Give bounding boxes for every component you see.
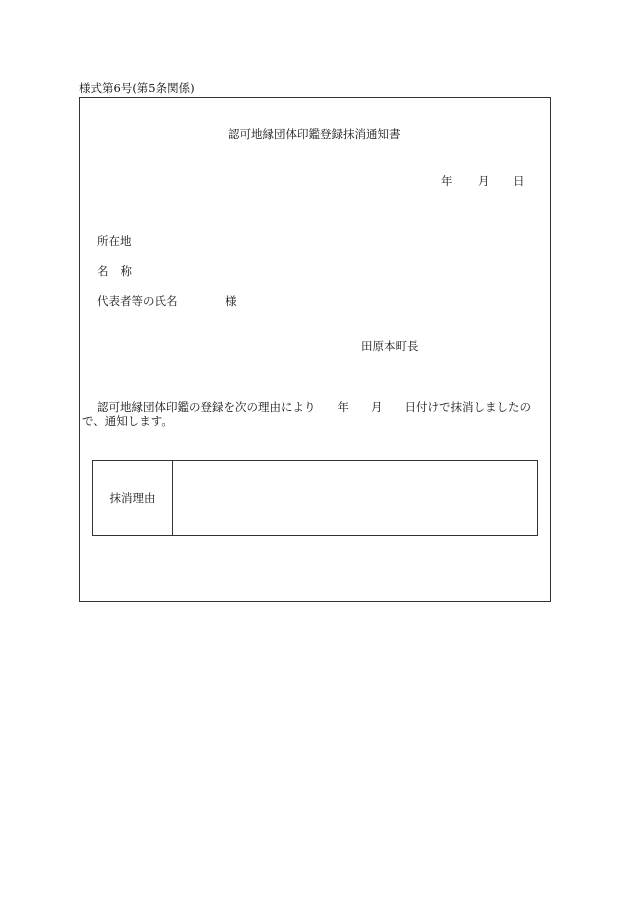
representative-name-label: 代表者等の氏名: [97, 294, 178, 308]
body-text-part2: 日付けで抹消しましたの: [404, 400, 531, 414]
body-text-line2: で、通知します。: [82, 414, 173, 428]
issuer-label: 田原本町長: [361, 339, 419, 353]
reason-value-cell[interactable]: [173, 461, 537, 535]
date-day-label: 日: [513, 174, 525, 188]
reason-label: 抹消理由: [109, 491, 156, 505]
address-label: 所在地: [97, 234, 132, 248]
honorific-label: 様: [225, 294, 237, 308]
organization-name-label: [97, 264, 132, 278]
date-month-label: 月: [478, 174, 490, 188]
form-number-label: 様式第6号(第5条関係): [79, 81, 195, 95]
name-label-char2: 称: [120, 264, 132, 278]
body-text-part1: 認可地縁団体印鑑の登録を次の理由により: [97, 400, 316, 414]
reason-table: [92, 460, 538, 536]
name-label-char1: 名: [97, 264, 109, 278]
document-title: 認可地縁団体印鑑登録抹消通知書: [228, 127, 401, 141]
reason-label-cell: [93, 461, 173, 535]
body-month-label: 月: [371, 400, 383, 414]
body-text-line1: [97, 400, 531, 414]
body-year-label: 年: [337, 400, 349, 414]
date-year-label: 年: [441, 174, 453, 188]
